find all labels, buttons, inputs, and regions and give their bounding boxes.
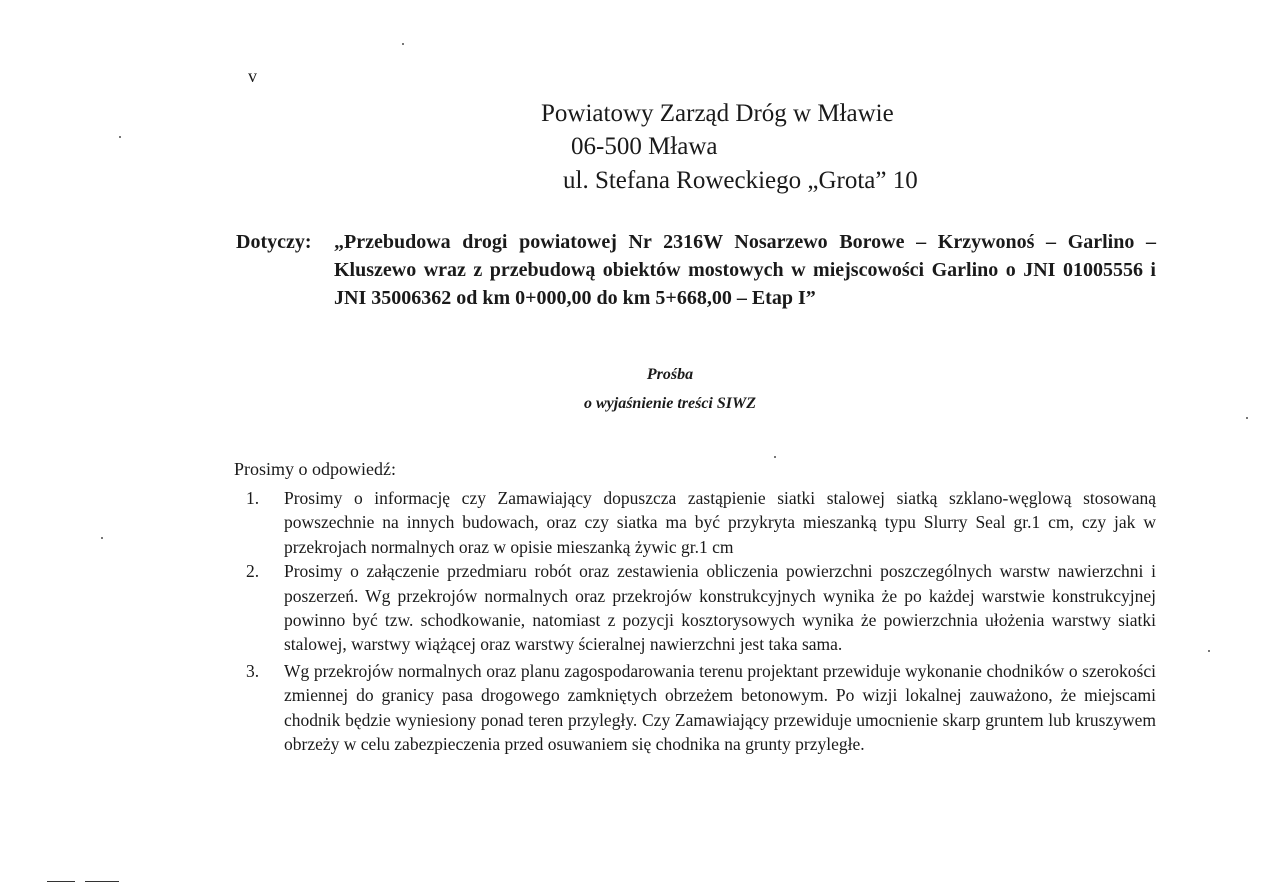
document-subtitle: o wyjaśnienie treści SIWZ bbox=[583, 395, 756, 412]
question-list bbox=[234, 486, 1156, 756]
subject-block bbox=[236, 228, 1156, 312]
addressee-street: ul. Stefana Roweckiego „Grota” 10 bbox=[563, 167, 918, 194]
list-item-text: Prosimy o załączenie przedmiaru robót oraz zestawienia obliczenia powierzchni poszczególnych warstw nawierzchni i poszerzeń. Wg przekrojów normalnych oraz przekrojów konstrukcyjnych wynika że po każdej warstwie konstrukcyjnej powinno być tzw. schodkowanie, natomiast z pozycji kosztorysowych wynika że powierzchnia ułożenia warstwy siatki stalowej, warstwy wiążącej oraz warstwy ścieralnej nawierzchni jest taka sama. bbox=[284, 561, 1156, 655]
subject-label: Dotyczy: bbox=[236, 231, 312, 253]
list-item-number: 3. bbox=[246, 660, 260, 681]
scan-artifact-line bbox=[85, 881, 119, 882]
scan-speck bbox=[402, 43, 404, 45]
list-item-text: Wg przekrojów normalnych oraz planu zagospodarowania terenu projektant przewiduje wykonanie chodników o szerokości zmiennej do granicy pasa drogowego zamkniętych obrzeżem betonowym. Po wizji lokalnej zauważono, że miejscami chodnik będzie wyniesiony ponad teren przyległy. Czy Zamawiający przewiduje umocnienie skarp gruntem lub kruszywem obrzeży w celu zabezpieczenia przed osuwaniem się chodnika na grunty przyległe. bbox=[284, 660, 1156, 755]
document-title: Prośba bbox=[646, 366, 694, 383]
list-item bbox=[234, 659, 1156, 757]
scan-speck bbox=[1246, 417, 1248, 419]
scan-artifact-line bbox=[47, 881, 75, 882]
list-item-number: 2. bbox=[246, 561, 260, 582]
subject-text: „Przebudowa drogi powiatowej Nr 2316W Nosarzewo Borowe – Krzywonoś – Garlino – Kluszewo wraz z przebudową obiektów mostowych w miejscowości Garlino o JNI 01005556 i JNI 35006362 od km 0+000,00 do km 5+668,00 – Etap I” bbox=[334, 231, 1156, 309]
scan-speck bbox=[1208, 650, 1210, 652]
scan-speck bbox=[119, 136, 121, 138]
list-item-number: 1. bbox=[246, 488, 260, 508]
scan-speck bbox=[774, 456, 776, 458]
list-item-text: Prosimy o informację czy Zamawiający dopuszcza zastąpienie siatki stalowej siatką szklano-węglową stosowaną powszechnie na innych budowach, oraz czy siatka ma być przykryta mieszanką typu Slurry Seal gr.1 cm, czy jak w przekrojach normalnych oraz w opisie mieszanką żywic gr.1 cm bbox=[284, 488, 1156, 557]
list-item bbox=[234, 559, 1156, 657]
intro-text: Prosimy o odpowiedź: bbox=[234, 459, 396, 479]
scan-speck bbox=[101, 537, 103, 539]
corner-mark: v bbox=[248, 66, 257, 86]
addressee-postal: 06-500 Mława bbox=[571, 133, 718, 160]
list-item bbox=[234, 486, 1156, 559]
addressee-name: Powiatowy Zarząd Dróg w Mławie bbox=[541, 100, 894, 127]
